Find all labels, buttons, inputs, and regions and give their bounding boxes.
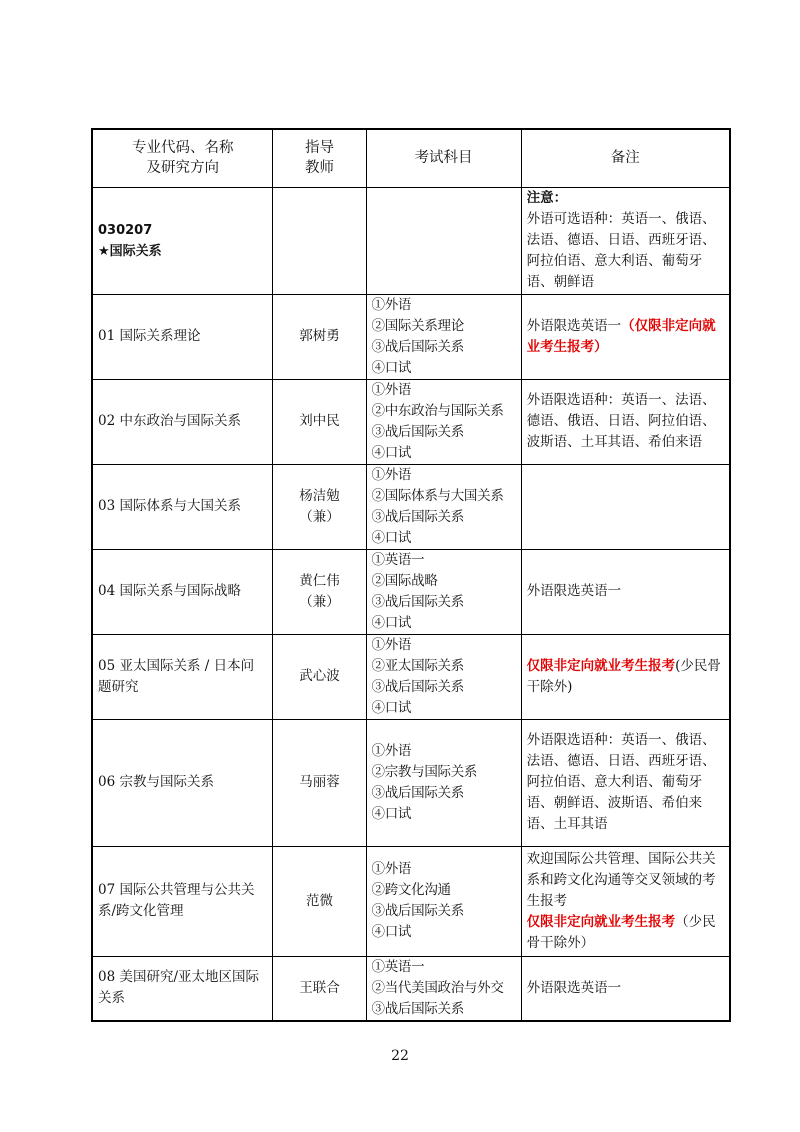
major-cell: [92, 187, 273, 294]
note-text: 外语限选语种：英语一、法语、德语、俄语、日语、阿拉伯语、波斯语、土耳其语、希伯来语: [526, 392, 716, 450]
subject-item: ④口试: [371, 924, 412, 940]
subject-item: ③战后国际关系: [371, 784, 464, 801]
subject-item: ③战后国际关系: [371, 508, 464, 525]
note-cell: [521, 464, 730, 549]
subject-item: ④口试: [371, 359, 412, 376]
direction-cell: 06 宗教与国际关系: [92, 719, 273, 846]
note-cell: [521, 719, 730, 846]
advisor-name: 王联合: [299, 979, 340, 996]
major-code: 030207: [98, 222, 153, 238]
advisor-name: 杨洁勉: [299, 487, 340, 504]
note-cell: [521, 956, 730, 1021]
major-note-cell: [521, 187, 730, 294]
subject-item: ④口试: [371, 805, 412, 822]
major-advisor-cell: [273, 187, 366, 294]
subject-item: ②国际关系理论: [371, 317, 464, 334]
subjects-cell: [366, 634, 521, 719]
advisor-name: 刘中民: [299, 413, 340, 429]
subject-item: ②国际体系与大国关系: [371, 487, 504, 504]
subject-item: ①外语: [371, 636, 412, 653]
note-cell: [521, 294, 730, 379]
table-row: [92, 719, 730, 846]
note-highlight: （仅限非定向就业考生报考）: [526, 317, 716, 355]
subjects-cell: [366, 464, 521, 549]
advisor-note: （兼）: [299, 593, 340, 610]
note-title: 注意：: [526, 190, 568, 206]
subject-item: ②中东政治与国际关系: [371, 402, 504, 419]
subject-item: ②宗教与国际关系: [371, 763, 478, 780]
advisor-cell: [273, 294, 366, 379]
advisor-name: 范微: [305, 892, 333, 909]
advisor-name: 马丽蓉: [299, 774, 340, 790]
direction-cell: 08 美国研究/亚太地区国际关系: [92, 956, 273, 1021]
direction-cell: 03 国际体系与大国关系: [92, 464, 273, 549]
subject-item: ②亚太国际关系: [371, 657, 464, 674]
note-highlight: 仅限非定向就业考生报考: [526, 657, 676, 674]
subject-item: ②国际战略: [371, 572, 438, 589]
direction-cell: 01 国际关系理论: [92, 294, 273, 379]
subject-item: ④口试: [371, 444, 412, 461]
advisor-note: （兼）: [299, 508, 340, 525]
note-cell: [521, 379, 730, 464]
header-advisor: 指导 教师: [273, 129, 366, 187]
advisor-cell: [273, 464, 366, 549]
header-notes: 备注: [521, 129, 730, 187]
note-text: 外语限选语种：英语一、俄语、法语、德语、日语、西班牙语、阿拉伯语、意大利语、葡萄牙语、朝鲜语、波斯语、希伯来语、土耳其语: [526, 732, 716, 832]
direction-cell: 07 国际公共管理与公共关系/跨文化管理: [92, 846, 273, 956]
subjects-cell: [366, 379, 521, 464]
table-row: [92, 549, 730, 634]
major-row: [92, 187, 730, 294]
direction-cell: 04 国际关系与国际战略: [92, 549, 273, 634]
advisor-cell: [273, 719, 366, 846]
header-subjects: 考试科目: [366, 129, 521, 187]
subject-item: ②跨文化沟通: [371, 882, 451, 898]
note-highlight: 仅限非定向就业考生报考: [526, 913, 676, 930]
subject-item: ①外语: [371, 861, 412, 877]
header-direction: 专业代码、名称 及研究方向: [92, 129, 273, 187]
subjects-cell: [366, 846, 521, 956]
advisor-cell: [273, 549, 366, 634]
table-row: [92, 379, 730, 464]
subjects-cell: [366, 719, 521, 846]
subjects-cell: [366, 294, 521, 379]
note-tail: （少民骨干除外）: [526, 913, 716, 951]
subject-item: ①英语一: [371, 958, 425, 975]
table-row: [92, 294, 730, 379]
subjects-cell: [366, 956, 521, 1021]
subject-item: ④口试: [371, 529, 412, 546]
subject-item: ①外语: [371, 381, 412, 398]
subject-item: ③战后国际关系: [371, 593, 464, 610]
note-text: 外语限选英语一: [526, 979, 622, 996]
advisor-name: 黄仁伟: [299, 572, 340, 589]
major-name: ★国际关系: [98, 243, 162, 259]
subject-item: ④口试: [371, 614, 412, 631]
advisor-name: 郭树勇: [299, 328, 340, 344]
direction-cell: 05 亚太国际关系 / 日本问题研究: [92, 634, 273, 719]
note-cell: [521, 634, 730, 719]
subject-item: ①外语: [371, 742, 412, 759]
table-row: [92, 846, 730, 956]
note-text: 欢迎国际公共管理、国际公共关系和跨文化沟通等交叉领域的考生报考: [526, 850, 716, 909]
direction-cell: 02 中东政治与国际关系: [92, 379, 273, 464]
advisor-cell: [273, 634, 366, 719]
subject-item: ③战后国际关系: [371, 423, 464, 440]
note-tail: (少民骨干除外): [526, 657, 721, 695]
subject-item: ②当代美国政治与外交: [371, 979, 504, 996]
page-number: 22: [391, 1048, 409, 1064]
table-row: [92, 464, 730, 549]
subject-item: ④口试: [371, 699, 412, 716]
program-table: [91, 128, 731, 1022]
note-text: 外语限选英语一: [526, 317, 622, 334]
note-text: 外语限选英语一: [526, 583, 622, 599]
subject-item: ③战后国际关系: [371, 903, 464, 919]
subject-item: ③战后国际关系: [371, 338, 464, 355]
subjects-cell: [366, 549, 521, 634]
subject-item: ①外语: [371, 296, 412, 313]
advisor-name: 武心波: [299, 668, 340, 684]
table-row: [92, 634, 730, 719]
advisor-cell: [273, 956, 366, 1021]
header-row: [92, 129, 730, 187]
subject-item: ①英语一: [371, 551, 425, 568]
subject-item: ①外语: [371, 466, 412, 483]
table-row: [92, 956, 730, 1021]
note-cell: [521, 549, 730, 634]
note-cell: [521, 846, 730, 956]
advisor-cell: [273, 846, 366, 956]
advisor-cell: [273, 379, 366, 464]
note-body: 外语可选语种：英语一、俄语、法语、德语、日语、西班牙语、阿拉伯语、意大利语、葡萄牙语、朝鲜语: [526, 211, 716, 290]
major-subjects-cell: [366, 187, 521, 294]
subject-item: ③战后国际关系: [371, 678, 464, 695]
subject-item: ③战后国际关系: [371, 1000, 464, 1017]
